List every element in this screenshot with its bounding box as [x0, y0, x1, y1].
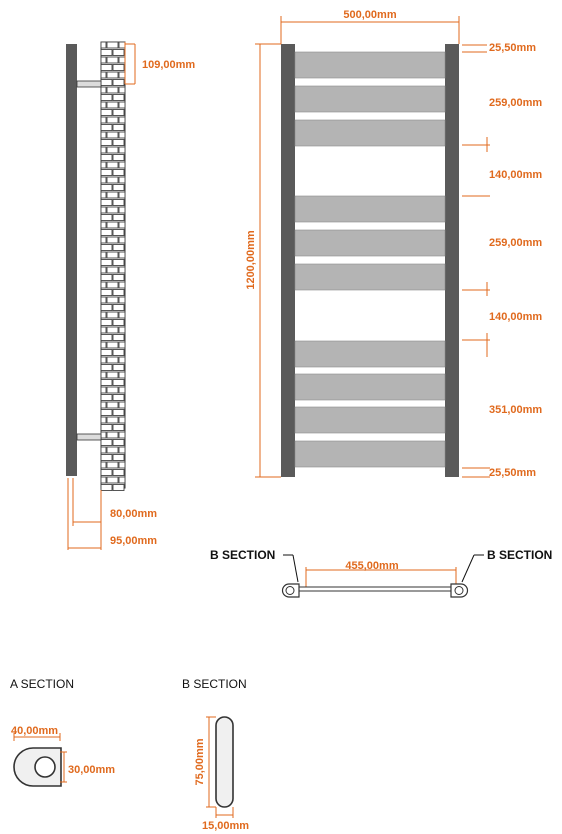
- brick: [101, 477, 106, 483]
- brick: [101, 192, 106, 198]
- brick: [101, 245, 112, 251]
- brick: [101, 230, 112, 236]
- brick: [113, 230, 124, 236]
- brick: [101, 110, 112, 116]
- slat-5: [295, 230, 445, 256]
- brick: [107, 387, 118, 393]
- brick: [107, 57, 118, 63]
- brick: [119, 192, 125, 198]
- depth-top-dimension: [125, 42, 195, 84]
- spacing-label-3: 140,00mm: [489, 169, 543, 181]
- brick: [113, 95, 124, 101]
- brick: [101, 222, 106, 228]
- brick: [101, 80, 112, 86]
- brick: [101, 380, 112, 386]
- b-section-detail: [182, 677, 249, 832]
- brick: [107, 477, 118, 483]
- brick: [101, 312, 106, 318]
- spacing-label-2: 259,00mm: [489, 97, 543, 109]
- brick: [101, 410, 112, 416]
- brick: [101, 305, 112, 311]
- brick: [101, 432, 106, 438]
- brick: [107, 147, 118, 153]
- brick: [113, 155, 124, 161]
- brick: [113, 245, 124, 251]
- brick: [119, 222, 125, 228]
- b-section-label-right: B SECTION: [487, 548, 553, 562]
- brick: [119, 87, 125, 93]
- brick: [107, 447, 118, 453]
- spacing-label-1: 25,50mm: [489, 42, 537, 54]
- a-section-title: A SECTION: [10, 677, 75, 691]
- b-end-left: [283, 584, 300, 597]
- brick: [113, 200, 124, 206]
- brick: [113, 485, 124, 491]
- brick: [113, 50, 124, 56]
- brick: [101, 147, 106, 153]
- width-dimension: [281, 9, 459, 44]
- brick: [119, 312, 125, 318]
- b-height-label: 75,00mm: [194, 738, 206, 786]
- brick: [107, 372, 118, 378]
- brick: [101, 350, 112, 356]
- brick: [107, 42, 118, 48]
- brick: [113, 440, 124, 446]
- width-label: 500,00mm: [343, 9, 397, 21]
- brick: [119, 72, 125, 78]
- brick: [101, 267, 106, 273]
- brick: [101, 102, 106, 108]
- depth-top-label: 109,00mm: [142, 59, 196, 71]
- brick: [119, 402, 125, 408]
- a-pipe-circle: [35, 757, 55, 777]
- brick: [101, 57, 106, 63]
- brick: [101, 42, 106, 48]
- brick: [113, 275, 124, 281]
- top-bracket: [77, 81, 101, 87]
- brick: [119, 42, 125, 48]
- brick: [101, 95, 112, 101]
- slat-10: [295, 441, 445, 467]
- right-rail: [445, 44, 459, 477]
- brick: [107, 117, 118, 123]
- brick: [113, 350, 124, 356]
- brick: [113, 455, 124, 461]
- b-section-label-left: B SECTION: [210, 548, 276, 562]
- brick: [119, 477, 125, 483]
- brick: [107, 402, 118, 408]
- brick: [101, 425, 112, 431]
- brick: [119, 297, 125, 303]
- b-distance-label: 455,00mm: [345, 560, 399, 572]
- brick: [101, 177, 106, 183]
- brick: [107, 177, 118, 183]
- brick: [107, 282, 118, 288]
- brick: [101, 252, 106, 258]
- brick: [107, 267, 118, 273]
- brick: [101, 170, 112, 176]
- brick: [101, 417, 106, 423]
- brick: [119, 117, 125, 123]
- slat-4: [295, 196, 445, 222]
- brick: [107, 237, 118, 243]
- brick: [107, 357, 118, 363]
- brick: [101, 125, 112, 131]
- height-label: 1200,00mm: [245, 230, 257, 290]
- brick: [119, 447, 125, 453]
- a-section-detail: [10, 677, 115, 786]
- brick: [119, 417, 125, 423]
- brick: [107, 87, 118, 93]
- side-view: [66, 42, 195, 550]
- brick: [101, 402, 106, 408]
- brick: [113, 65, 124, 71]
- brick: [101, 357, 106, 363]
- brick: [101, 140, 112, 146]
- left-rail: [281, 44, 295, 477]
- brick: [119, 102, 125, 108]
- b-section-title: B SECTION: [182, 677, 247, 691]
- brick: [107, 462, 118, 468]
- slat-7: [295, 341, 445, 367]
- height-dimension: [245, 44, 281, 477]
- brick: [113, 470, 124, 476]
- brick: [101, 65, 112, 71]
- brick: [101, 372, 106, 378]
- brick: [113, 305, 124, 311]
- side-rail: [66, 44, 77, 476]
- brick: [107, 72, 118, 78]
- brick: [101, 185, 112, 191]
- brick: [101, 162, 106, 168]
- brick: [107, 207, 118, 213]
- brick: [113, 125, 124, 131]
- brick: [119, 162, 125, 168]
- b-section-view: [210, 548, 552, 597]
- brick: [113, 380, 124, 386]
- brick: [101, 320, 112, 326]
- brick: [107, 417, 118, 423]
- spacing-label-6: 351,00mm: [489, 404, 543, 416]
- brick: [113, 215, 124, 221]
- brick: [119, 237, 125, 243]
- brick: [113, 170, 124, 176]
- brick: [107, 222, 118, 228]
- brick: [113, 140, 124, 146]
- brick: [101, 387, 106, 393]
- brick: [101, 72, 106, 78]
- brick: [113, 320, 124, 326]
- brick: [101, 155, 112, 161]
- brick: [119, 57, 125, 63]
- brick: [113, 410, 124, 416]
- offset-80-label: 80,00mm: [110, 508, 158, 520]
- brick: [101, 282, 106, 288]
- brick: [107, 192, 118, 198]
- brick: [107, 327, 118, 333]
- b-width-label: 15,00mm: [202, 820, 250, 832]
- spacing-label-4: 259,00mm: [489, 237, 543, 249]
- brick: [119, 372, 125, 378]
- brick: [101, 327, 106, 333]
- brick: [113, 395, 124, 401]
- brick: [113, 110, 124, 116]
- slat-1: [295, 52, 445, 78]
- brick: [101, 275, 112, 281]
- brick: [113, 185, 124, 191]
- brick: [101, 395, 112, 401]
- a-width-label: 40,00mm: [11, 725, 59, 737]
- slat-6: [295, 264, 445, 290]
- brick: [101, 455, 112, 461]
- slat-8: [295, 374, 445, 400]
- brick: [113, 260, 124, 266]
- brick: [101, 335, 112, 341]
- brick: [101, 365, 112, 371]
- brick: [101, 215, 112, 221]
- brick: [101, 342, 106, 348]
- brick: [119, 147, 125, 153]
- brick-wall: [101, 42, 125, 491]
- brick: [119, 462, 125, 468]
- slat-9: [295, 407, 445, 433]
- brick: [113, 335, 124, 341]
- brick: [119, 432, 125, 438]
- brick: [101, 260, 112, 266]
- brick: [119, 252, 125, 258]
- brick: [119, 342, 125, 348]
- brick: [119, 132, 125, 138]
- brick: [101, 290, 112, 296]
- brick: [101, 50, 112, 56]
- brick: [119, 387, 125, 393]
- brick: [101, 207, 106, 213]
- brick: [107, 342, 118, 348]
- brick: [101, 440, 112, 446]
- brick: [101, 200, 112, 206]
- brick: [119, 267, 125, 273]
- brick: [119, 177, 125, 183]
- brick: [113, 80, 124, 86]
- brick: [119, 327, 125, 333]
- brick: [101, 297, 106, 303]
- b-profile: [216, 717, 233, 807]
- brick: [101, 237, 106, 243]
- slats: [295, 52, 445, 467]
- brick: [119, 357, 125, 363]
- bottom-bracket: [77, 434, 101, 440]
- brick: [107, 252, 118, 258]
- brick: [107, 312, 118, 318]
- b-end-right: [451, 584, 468, 597]
- brick: [113, 365, 124, 371]
- spacing-dimensions: [462, 42, 542, 479]
- brick: [107, 102, 118, 108]
- brick: [107, 432, 118, 438]
- brick: [101, 87, 106, 93]
- offset-95-label: 95,00mm: [110, 535, 158, 547]
- slat-2: [295, 86, 445, 112]
- brick: [119, 207, 125, 213]
- brick: [101, 132, 106, 138]
- brick: [101, 117, 106, 123]
- front-view: [245, 9, 542, 479]
- spacing-label-7: 25,50mm: [489, 467, 537, 479]
- slat-3: [295, 120, 445, 146]
- brick: [101, 485, 112, 491]
- spacing-label-5: 140,00mm: [489, 311, 543, 323]
- brick: [101, 470, 112, 476]
- a-diameter-label: 30,00mm: [68, 764, 116, 776]
- brick: [107, 297, 118, 303]
- b-bar: [292, 587, 454, 591]
- brick: [113, 425, 124, 431]
- brick: [107, 162, 118, 168]
- brick: [101, 462, 106, 468]
- brick: [113, 290, 124, 296]
- brick: [101, 447, 106, 453]
- brick: [119, 282, 125, 288]
- brick: [107, 132, 118, 138]
